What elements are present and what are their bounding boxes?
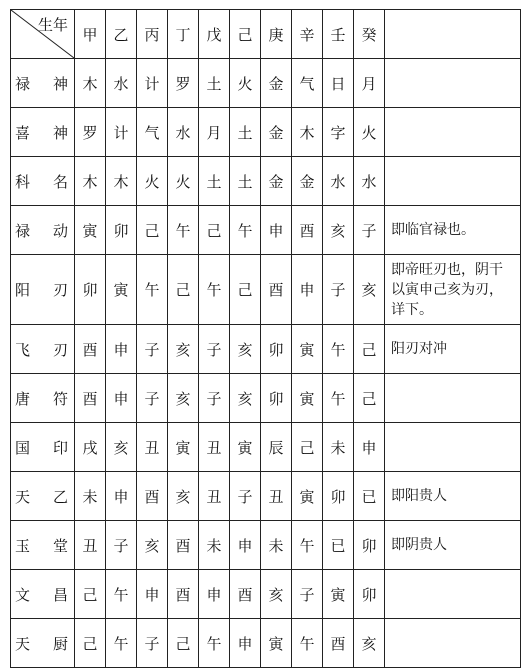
value-cell: 水 — [354, 157, 385, 206]
note-header-cell — [385, 10, 521, 59]
value-cell: 午 — [323, 374, 354, 423]
value-cell: 午 — [199, 619, 230, 668]
value-cell: 己 — [168, 619, 199, 668]
note-cell — [385, 423, 521, 472]
value-cell: 火 — [168, 157, 199, 206]
value-cell: 子 — [323, 255, 354, 325]
value-cell: 寅 — [292, 374, 323, 423]
value-cell: 酉 — [137, 472, 168, 521]
corner-cell — [11, 10, 75, 59]
value-cell: 土 — [199, 59, 230, 108]
value-cell: 土 — [199, 157, 230, 206]
value-cell: 木 — [75, 59, 106, 108]
value-cell: 金 — [261, 108, 292, 157]
value-cell: 寅 — [75, 206, 106, 255]
stem-header-cell: 丙 — [137, 10, 168, 59]
note-cell — [385, 108, 521, 157]
value-cell: 丑 — [261, 472, 292, 521]
value-cell: 木 — [106, 157, 137, 206]
row-label-cell — [11, 619, 75, 668]
value-cell: 木 — [292, 108, 323, 157]
value-cell: 金 — [261, 157, 292, 206]
corner-label: 生年 — [37, 16, 68, 34]
value-cell: 申 — [292, 255, 323, 325]
table-row — [11, 157, 521, 206]
value-cell: 丑 — [137, 423, 168, 472]
table-row — [11, 570, 521, 619]
value-cell: 午 — [323, 325, 354, 374]
value-cell: 气 — [292, 59, 323, 108]
table-row — [11, 472, 521, 521]
value-cell: 丑 — [199, 423, 230, 472]
row-label-cell — [11, 108, 75, 157]
year-stem-table — [10, 9, 521, 668]
value-cell: 未 — [199, 521, 230, 570]
note-cell: 即临官禄也。 — [385, 206, 521, 255]
stem-header-cell: 甲 — [75, 10, 106, 59]
value-cell: 卯 — [323, 472, 354, 521]
row-label-cell — [11, 472, 75, 521]
value-cell: 未 — [261, 521, 292, 570]
row-label-cell — [11, 255, 75, 325]
value-cell: 申 — [354, 423, 385, 472]
row-label-cell — [11, 325, 75, 374]
row-label-char: 飞 — [15, 340, 31, 359]
value-cell: 金 — [292, 157, 323, 206]
value-cell: 水 — [168, 108, 199, 157]
value-cell: 气 — [137, 108, 168, 157]
value-cell: 卯 — [261, 325, 292, 374]
row-label-char: 昌 — [52, 585, 68, 604]
value-cell: 亥 — [323, 206, 354, 255]
value-cell: 亥 — [230, 374, 261, 423]
stem-header-cell: 辛 — [292, 10, 323, 59]
value-cell: 寅 — [230, 423, 261, 472]
value-cell: 申 — [106, 374, 137, 423]
value-cell: 火 — [137, 157, 168, 206]
value-cell: 己 — [199, 206, 230, 255]
stem-header-cell: 庚 — [261, 10, 292, 59]
row-label-char: 文 — [15, 585, 31, 604]
note-cell — [385, 374, 521, 423]
row-label-char: 禄 — [15, 74, 31, 93]
stem-header-cell: 丁 — [168, 10, 199, 59]
value-cell: 酉 — [292, 206, 323, 255]
value-cell: 已 — [354, 472, 385, 521]
row-label-char: 天 — [15, 487, 31, 506]
row-label-char: 喜 — [15, 123, 31, 142]
value-cell: 计 — [106, 108, 137, 157]
value-cell: 寅 — [261, 619, 292, 668]
note-cell — [385, 157, 521, 206]
value-cell: 申 — [106, 472, 137, 521]
value-cell: 丑 — [199, 472, 230, 521]
row-label-char: 乙 — [52, 487, 68, 506]
value-cell: 亥 — [137, 521, 168, 570]
value-cell: 亥 — [354, 255, 385, 325]
row-label-char: 科 — [15, 172, 31, 191]
value-cell: 亥 — [354, 619, 385, 668]
value-cell: 亥 — [168, 325, 199, 374]
value-cell: 午 — [137, 255, 168, 325]
value-cell: 亥 — [261, 570, 292, 619]
value-cell: 己 — [354, 325, 385, 374]
value-cell: 计 — [137, 59, 168, 108]
value-cell: 水 — [106, 59, 137, 108]
row-label-char: 国 — [15, 438, 31, 457]
value-cell: 午 — [230, 206, 261, 255]
note-cell: 即阴贵人 — [385, 521, 521, 570]
row-label-char: 禄 — [15, 221, 31, 240]
value-cell: 水 — [323, 157, 354, 206]
value-cell: 午 — [199, 255, 230, 325]
value-cell: 已 — [323, 521, 354, 570]
value-cell: 子 — [292, 570, 323, 619]
stem-header-cell: 乙 — [106, 10, 137, 59]
table-row — [11, 521, 521, 570]
note-cell: 阳刃对冲 — [385, 325, 521, 374]
value-cell: 卯 — [106, 206, 137, 255]
value-cell: 酉 — [168, 521, 199, 570]
value-cell: 子 — [137, 619, 168, 668]
table-row — [11, 423, 521, 472]
value-cell: 子 — [354, 206, 385, 255]
value-cell: 己 — [75, 619, 106, 668]
value-cell: 酉 — [230, 570, 261, 619]
row-label-cell — [11, 570, 75, 619]
row-label-cell — [11, 59, 75, 108]
value-cell: 子 — [199, 374, 230, 423]
value-cell: 申 — [137, 570, 168, 619]
table-row — [11, 108, 521, 157]
row-label-char: 神 — [52, 74, 68, 93]
header-row — [11, 10, 521, 59]
value-cell: 字 — [323, 108, 354, 157]
row-label-char: 动 — [52, 221, 68, 240]
value-cell: 申 — [199, 570, 230, 619]
table-row — [11, 206, 521, 255]
value-cell: 丑 — [75, 521, 106, 570]
value-cell: 申 — [230, 619, 261, 668]
table-row — [11, 325, 521, 374]
value-cell: 亥 — [230, 325, 261, 374]
row-label-char: 刃 — [52, 340, 68, 359]
value-cell: 戌 — [75, 423, 106, 472]
value-cell: 己 — [75, 570, 106, 619]
row-label-char: 玉 — [15, 536, 31, 555]
value-cell: 酉 — [75, 374, 106, 423]
value-cell: 罗 — [75, 108, 106, 157]
value-cell: 午 — [106, 619, 137, 668]
value-cell: 未 — [323, 423, 354, 472]
value-cell: 月 — [354, 59, 385, 108]
row-label-cell — [11, 521, 75, 570]
value-cell: 午 — [168, 206, 199, 255]
row-label-char: 神 — [52, 123, 68, 142]
value-cell: 申 — [230, 521, 261, 570]
row-label-char: 唐 — [15, 389, 31, 408]
value-cell: 子 — [106, 521, 137, 570]
row-label-cell — [11, 374, 75, 423]
value-cell: 卯 — [75, 255, 106, 325]
note-cell — [385, 59, 521, 108]
value-cell: 未 — [75, 472, 106, 521]
value-cell: 土 — [230, 157, 261, 206]
table-body — [11, 10, 521, 668]
value-cell: 子 — [230, 472, 261, 521]
value-cell: 酉 — [261, 255, 292, 325]
value-cell: 午 — [292, 521, 323, 570]
row-label-cell — [11, 206, 75, 255]
value-cell: 卯 — [354, 521, 385, 570]
value-cell: 午 — [292, 619, 323, 668]
value-cell: 申 — [106, 325, 137, 374]
value-cell: 土 — [230, 108, 261, 157]
value-cell: 酉 — [75, 325, 106, 374]
value-cell: 寅 — [106, 255, 137, 325]
row-label-char: 名 — [52, 172, 68, 191]
value-cell: 己 — [168, 255, 199, 325]
value-cell: 金 — [261, 59, 292, 108]
row-label-char: 厨 — [52, 634, 68, 653]
row-label-cell — [11, 423, 75, 472]
value-cell: 亥 — [168, 472, 199, 521]
row-label-char: 符 — [52, 389, 68, 408]
value-cell: 罗 — [168, 59, 199, 108]
table-row — [11, 619, 521, 668]
row-label-char: 刃 — [52, 281, 68, 299]
value-cell: 亥 — [168, 374, 199, 423]
value-cell: 己 — [292, 423, 323, 472]
value-cell: 寅 — [168, 423, 199, 472]
table-row — [11, 59, 521, 108]
note-cell — [385, 619, 521, 668]
row-label-char: 阳 — [15, 281, 31, 299]
value-cell: 酉 — [323, 619, 354, 668]
value-cell: 木 — [75, 157, 106, 206]
value-cell: 子 — [137, 374, 168, 423]
row-label-char: 印 — [52, 438, 68, 457]
value-cell: 寅 — [292, 472, 323, 521]
value-cell: 亥 — [106, 423, 137, 472]
value-cell: 卯 — [261, 374, 292, 423]
stem-header-cell: 癸 — [354, 10, 385, 59]
stem-header-cell: 己 — [230, 10, 261, 59]
value-cell: 申 — [261, 206, 292, 255]
value-cell: 午 — [106, 570, 137, 619]
value-cell: 日 — [323, 59, 354, 108]
value-cell: 寅 — [292, 325, 323, 374]
value-cell: 卯 — [354, 570, 385, 619]
row-label-char: 天 — [15, 634, 31, 653]
value-cell: 辰 — [261, 423, 292, 472]
value-cell: 月 — [199, 108, 230, 157]
value-cell: 酉 — [168, 570, 199, 619]
value-cell: 己 — [137, 206, 168, 255]
value-cell: 子 — [199, 325, 230, 374]
value-cell: 己 — [354, 374, 385, 423]
note-cell: 即阳贵人 — [385, 472, 521, 521]
value-cell: 寅 — [323, 570, 354, 619]
value-cell: 子 — [137, 325, 168, 374]
value-cell: 己 — [230, 255, 261, 325]
row-label-cell — [11, 157, 75, 206]
note-cell — [385, 570, 521, 619]
note-cell: 即帝旺刃也，阴干以寅申己亥为刃，详下。 — [385, 255, 521, 325]
row-label-char: 堂 — [52, 536, 68, 555]
table-row — [11, 374, 521, 423]
table-row — [11, 255, 521, 325]
value-cell: 火 — [354, 108, 385, 157]
stem-header-cell: 壬 — [323, 10, 354, 59]
value-cell: 火 — [230, 59, 261, 108]
stem-header-cell: 戊 — [199, 10, 230, 59]
